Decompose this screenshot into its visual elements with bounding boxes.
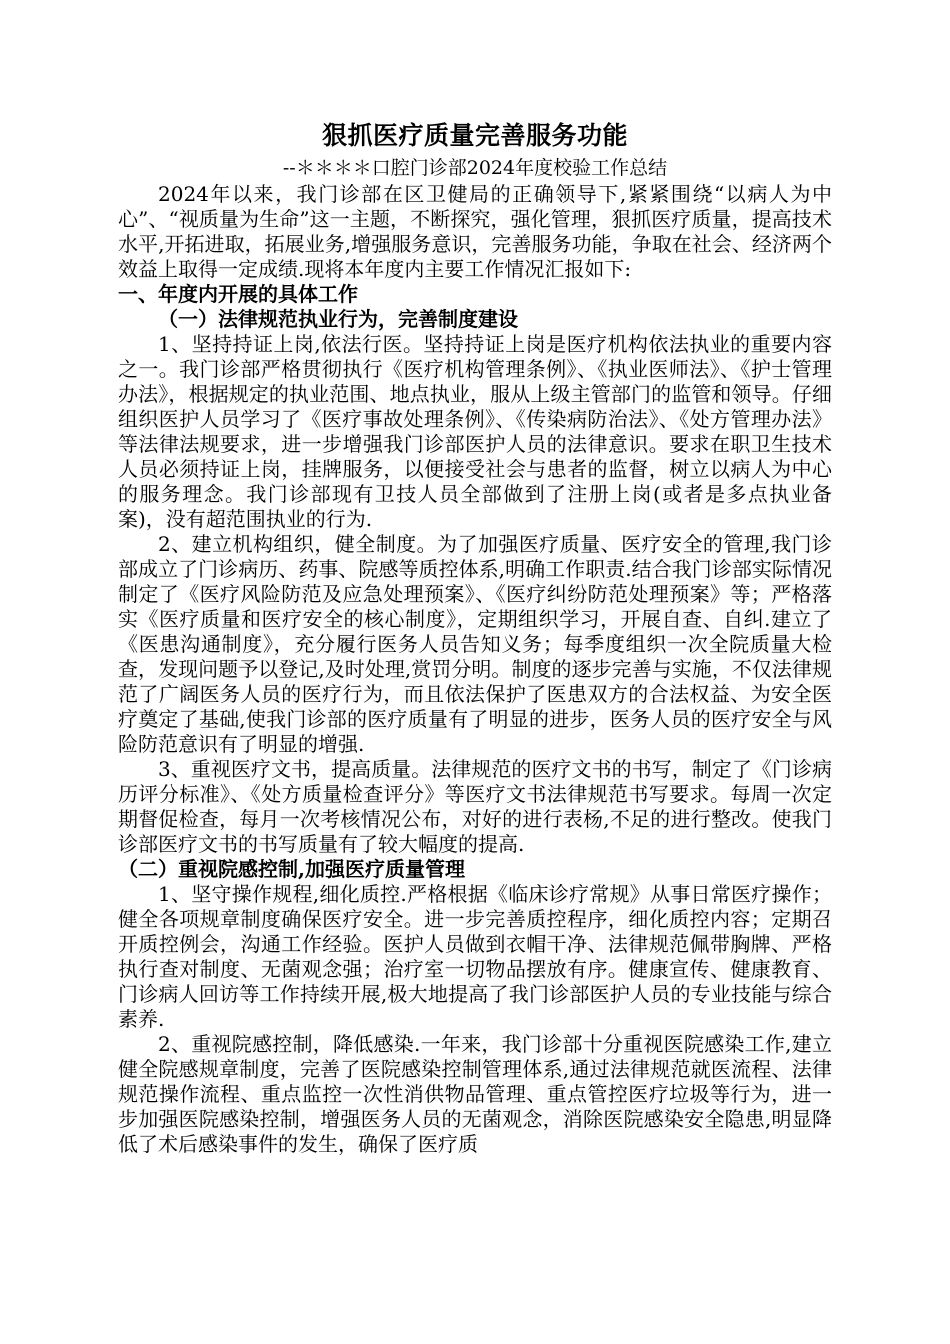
paragraph-2-1: 1、坚守操作规程,细化质控.严格根据《临床诊疗常规》从事日常医疗操作；健全各项规章制度确保医疗安全。进一步完善质控程序，细化质控内容；定期召开质控例会，沟通工作经验。医护人员做到衣帽干净、法律规范佩带胸牌、严格执行查对制度、无菌观念强；治疗室一切物品摆放有序。健康宣传、健康教育、门诊病人回访等工作持续开展,极大地提高了我门诊部医护人员的专业技能与综合素养. [118,882,832,1031]
paragraph-2-2: 2、重视院感控制，降低感染.一年来，我门诊部十分重视医院感染工作,建立健全院感规章制度，完善了医院感染控制管理体系,通过法律规范就医流程、法律规范操作流程、重点监控一次性消供物品管理、重点管控医疗垃圾等行为，进一步加强医院感染控制，增强医务人员的无菌观念，消除医院感染安全隐患,明显降低了术后感染事件的发生，确保了医疗质 [118,1032,832,1156]
subsection-heading-1: （一）法律规范执业行为，完善制度建设 [158,307,518,331]
paragraph-1-1: 1、坚持持证上岗,依法行医。坚持持证上岗是医疗机构依法执业的重要内容之一。我门诊部严格贯彻执行《医疗机构管理条例》、《执业医师法》、《护士管理办法》，根据规定的执业范围、地点执业，服从上级主管部门的监管和领导。仔细组织医护人员学习了《医疗事故处理条例》、《传染病防治法》、《处方管理办法》等法律法规要求，进一步增强我门诊部医护人员的法律意识。要求在职卫生技术人员必须持证上岗，挂牌服务，以便接受社会与患者的监督，树立以病人为中心的服务理念。我门诊部现有卫技人员全部做到了注册上岗(或者是多点执业备案)，没有超范围执业的行为. [118,332,832,531]
paragraph-1-2: 2、建立机构组织，健全制度。为了加强医疗质量、医疗安全的管理,我门诊部成立了门诊病历、药事、院感等质控体系,明确工作职责.结合我门诊部实际情况制定了《医疗风险防范及应急处理预案》、《医疗纠纷防范处理预案》等；严格落实《医疗质量和医疗安全的核心制度》，定期组织学习，开展自查、自纠.建立了《医患沟通制度》，充分履行医务人员告知义务；每季度组织一次全院质量大检查，发现问题予以登记,及时处理,赏罚分明。制度的逐步完善与实施，不仅法律规范了广阔医务人员的医疗行为，而且依法保护了医患双方的合法权益、为安全医疗奠定了基础,使我门诊部的医疗质量有了明显的进步，医务人员的医疗安全与风险防范意识有了明显的增强. [118,532,832,756]
document-page [118,118,832,1157]
intro-paragraph: 2024年以来，我门诊部在区卫健局的正确领导下,紧紧围绕“以病人为中心”、“视质量为生命”这一主题，不断探究，强化管理，狠抓医疗质量，提高技术水平,开拓进取，拓展业务,增强服务意识，完善服务功能，争取在社会、经济两个效益上取得一定成绩.现将本年度内主要工作情况汇报如下: [118,182,832,281]
document-title: 狠抓医疗质量完善服务功能 [321,121,628,150]
subsection-heading-2: （二）重视院感控制,加强医疗质量管理 [118,857,465,881]
paragraph-1-3: 3、重视医疗文书，提高质量。法律规范的医疗文书的书写，制定了《门诊病历评分标准》、《处方质量检查评分》等医疗文书法律规范书写要求。每周一次定期督促检查，每月一次考核情况公布，对好的进行表杨,不足的进行整改。使我门诊部医疗文书的书写质量有了较大幅度的提高. [118,757,832,856]
section-heading-1: 一、年度内开展的具体工作 [118,282,358,306]
document-subtitle: --＊＊＊＊口腔门诊部2024年度校验工作总结 [282,157,668,179]
